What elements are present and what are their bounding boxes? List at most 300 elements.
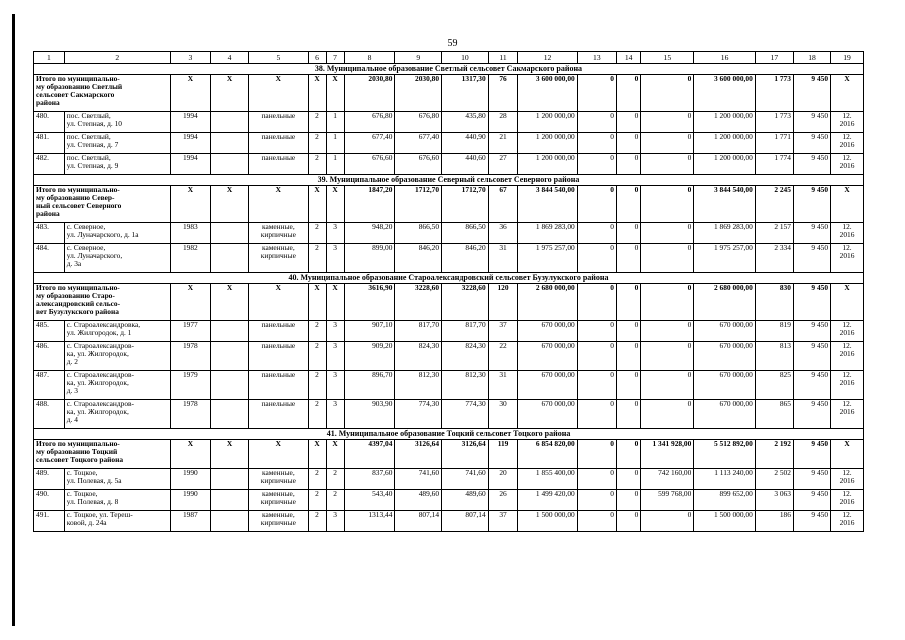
row-value: каменные, кирпичные — [249, 223, 308, 244]
total-value: X — [831, 75, 864, 112]
row-value: 0 — [641, 223, 694, 244]
row-value: 2 334 — [755, 244, 793, 273]
section-title-row — [34, 175, 864, 186]
row-value: 741,60 — [442, 469, 489, 490]
row-value: 670 000,00 — [694, 400, 755, 429]
row-value: 1 200 000,00 — [518, 112, 577, 133]
row-value: 1 773 — [755, 112, 793, 133]
row-value: 12. 2016 — [831, 342, 864, 371]
row-value: 28 — [488, 112, 518, 133]
total-value: X — [170, 186, 210, 223]
row-value: 3 — [326, 321, 344, 342]
row-value: 907,10 — [344, 321, 395, 342]
row-value: 1 975 257,00 — [694, 244, 755, 273]
row-value: 0 — [616, 490, 640, 511]
section-title: 40. Муниципальное образование Староалександровский сельсовет Бузулукского района — [34, 273, 864, 284]
total-value: 3 844 540,00 — [694, 186, 755, 223]
total-value: X — [211, 186, 249, 223]
row-value: 9 450 — [793, 321, 830, 342]
row-value — [211, 511, 249, 532]
total-value: X — [308, 186, 326, 223]
total-value: 0 — [577, 284, 616, 321]
row-value: 0 — [616, 244, 640, 273]
row-value: 824,30 — [442, 342, 489, 371]
row-value: 0 — [577, 321, 616, 342]
total-value: X — [326, 75, 344, 112]
row-value: панельные — [249, 154, 308, 175]
municipality-total-row — [34, 440, 864, 469]
row-value: каменные, кирпичные — [249, 511, 308, 532]
row-value: 1994 — [170, 154, 210, 175]
row-value: 0 — [577, 511, 616, 532]
column-number: 4 — [211, 52, 249, 64]
row-value: панельные — [249, 400, 308, 429]
row-value: 824,30 — [395, 342, 442, 371]
page-number: 59 — [447, 38, 458, 49]
row-number: 491. — [34, 511, 65, 532]
row-value: 0 — [577, 490, 616, 511]
row-value: 2 — [326, 469, 344, 490]
row-number: 482. — [34, 154, 65, 175]
address: с. Тоцкое, ул. Тереш- ковой, д. 24а — [64, 511, 170, 532]
total-value: 3228,60 — [442, 284, 489, 321]
total-label: Итого по муниципально- му образованию Старо- александровский сельсо- вет Бузулукского района — [34, 284, 171, 321]
row-value: 0 — [641, 112, 694, 133]
left-margin-bar — [12, 14, 15, 626]
row-value: 1 200 000,00 — [694, 112, 755, 133]
building-row — [34, 112, 864, 133]
total-value: X — [326, 186, 344, 223]
row-value — [211, 469, 249, 490]
total-value: 67 — [488, 186, 518, 223]
row-value: 12. 2016 — [831, 511, 864, 532]
total-value: 9 450 — [793, 284, 830, 321]
total-value: 0 — [641, 186, 694, 223]
row-value: 0 — [641, 244, 694, 273]
total-value: X — [831, 440, 864, 469]
row-value: 1 771 — [755, 133, 793, 154]
row-value: 0 — [641, 371, 694, 400]
row-value: 1978 — [170, 400, 210, 429]
row-value: 1 — [326, 154, 344, 175]
row-value: 9 450 — [793, 469, 830, 490]
total-value: 2030,80 — [395, 75, 442, 112]
row-value: 1 113 240,00 — [694, 469, 755, 490]
total-value: X — [308, 75, 326, 112]
row-value: 1 869 283,00 — [694, 223, 755, 244]
row-value: 899,00 — [344, 244, 395, 273]
row-value: 0 — [616, 400, 640, 429]
row-value: 440,60 — [442, 154, 489, 175]
column-number: 6 — [308, 52, 326, 64]
total-value: 119 — [488, 440, 518, 469]
total-value: X — [308, 440, 326, 469]
row-value: 2 — [308, 223, 326, 244]
row-value: 0 — [616, 342, 640, 371]
column-number: 8 — [344, 52, 395, 64]
column-number: 11 — [488, 52, 518, 64]
row-number: 490. — [34, 490, 65, 511]
row-value: 12. 2016 — [831, 400, 864, 429]
total-value: 2 680 000,00 — [518, 284, 577, 321]
total-value: 1847,20 — [344, 186, 395, 223]
address: с. Тоцкое, ул. Полевая, д. 5а — [64, 469, 170, 490]
column-number: 13 — [577, 52, 616, 64]
row-value: 0 — [577, 371, 616, 400]
row-value: 12. 2016 — [831, 469, 864, 490]
total-value: 2 680 000,00 — [694, 284, 755, 321]
total-value: 1712,70 — [442, 186, 489, 223]
row-value: 817,70 — [395, 321, 442, 342]
address: пос. Светлый, ул. Степная, д. 10 — [64, 112, 170, 133]
total-value: 0 — [577, 186, 616, 223]
column-number-row — [34, 52, 864, 64]
row-value: 812,30 — [442, 371, 489, 400]
row-value: 1 200 000,00 — [694, 133, 755, 154]
row-value: 2 — [308, 400, 326, 429]
row-value: 676,80 — [395, 112, 442, 133]
row-value: 825 — [755, 371, 793, 400]
row-value — [211, 400, 249, 429]
row-value: 1 499 420,00 — [518, 490, 577, 511]
total-value: 0 — [616, 75, 640, 112]
row-value: 0 — [641, 400, 694, 429]
row-value: панельные — [249, 321, 308, 342]
row-value: 813 — [755, 342, 793, 371]
row-value: 896,70 — [344, 371, 395, 400]
total-value: 0 — [641, 75, 694, 112]
row-number: 485. — [34, 321, 65, 342]
row-value: 0 — [577, 133, 616, 154]
building-row — [34, 469, 864, 490]
row-value: 0 — [616, 371, 640, 400]
section-title-row — [34, 64, 864, 75]
column-number: 19 — [831, 52, 864, 64]
total-value: 2 192 — [755, 440, 793, 469]
row-value: 12. 2016 — [831, 321, 864, 342]
row-value: 0 — [641, 321, 694, 342]
row-value: 0 — [577, 223, 616, 244]
row-value: 9 450 — [793, 154, 830, 175]
row-value: 0 — [616, 469, 640, 490]
column-number: 7 — [326, 52, 344, 64]
row-value: 12. 2016 — [831, 244, 864, 273]
row-number: 483. — [34, 223, 65, 244]
total-value: X — [831, 284, 864, 321]
total-value: 3 600 000,00 — [694, 75, 755, 112]
row-value: 676,60 — [395, 154, 442, 175]
row-value: 1 — [326, 133, 344, 154]
row-value — [211, 490, 249, 511]
total-value: 1 773 — [755, 75, 793, 112]
row-value: 774,30 — [395, 400, 442, 429]
row-number: 484. — [34, 244, 65, 273]
row-value: 1313,44 — [344, 511, 395, 532]
row-value: 30 — [488, 400, 518, 429]
municipality-total-row — [34, 75, 864, 112]
column-number: 17 — [755, 52, 793, 64]
row-value: 1990 — [170, 469, 210, 490]
row-value: 12. 2016 — [831, 112, 864, 133]
row-value: 2 — [308, 342, 326, 371]
total-value: 830 — [755, 284, 793, 321]
row-value: 1 855 400,00 — [518, 469, 577, 490]
row-value: 1 200 000,00 — [694, 154, 755, 175]
row-value: 186 — [755, 511, 793, 532]
row-value: каменные, кирпичные — [249, 469, 308, 490]
total-value: X — [249, 75, 308, 112]
row-value: панельные — [249, 342, 308, 371]
total-value: X — [831, 186, 864, 223]
row-value: панельные — [249, 371, 308, 400]
row-value: 677,40 — [344, 133, 395, 154]
row-value: панельные — [249, 133, 308, 154]
row-number: 480. — [34, 112, 65, 133]
row-value: 2 — [308, 244, 326, 273]
row-value: 1 774 — [755, 154, 793, 175]
row-value: 9 450 — [793, 112, 830, 133]
row-value: 2 — [308, 133, 326, 154]
column-number: 1 — [34, 52, 65, 64]
row-value: 866,50 — [442, 223, 489, 244]
column-number: 2 — [64, 52, 170, 64]
row-value: 31 — [488, 371, 518, 400]
total-value: 3 844 540,00 — [518, 186, 577, 223]
row-value: 677,40 — [395, 133, 442, 154]
municipality-total-row — [34, 284, 864, 321]
section-title: 39. Муниципальное образование Северный сельсовет Северного района — [34, 175, 864, 186]
row-value — [211, 112, 249, 133]
total-label: Итого по муниципально- му образованию Север- ный сельсовет Северного района — [34, 186, 171, 223]
row-value: 846,20 — [395, 244, 442, 273]
section-title: 41. Муниципальное образование Тоцкий сельсовет Тоцкого района — [34, 429, 864, 440]
row-value: 670 000,00 — [518, 400, 577, 429]
address: с. Староалександров- ка, ул. Жилгородок, д. 2 — [64, 342, 170, 371]
column-number: 5 — [249, 52, 308, 64]
address: с. Северное, ул. Луначарского, д. 1а — [64, 223, 170, 244]
row-value: 2 — [308, 469, 326, 490]
total-value: X — [326, 284, 344, 321]
total-value: X — [170, 75, 210, 112]
address: с. Староалександров- ка, ул. Жилгородок, д. 4 — [64, 400, 170, 429]
address: с. Староалександров- ка, ул. Жилгородок, д. 3 — [64, 371, 170, 400]
row-number: 488. — [34, 400, 65, 429]
row-value: 1983 — [170, 223, 210, 244]
row-value: панельные — [249, 112, 308, 133]
building-row — [34, 511, 864, 532]
row-value: 37 — [488, 321, 518, 342]
row-value: 865 — [755, 400, 793, 429]
row-value: 1 975 257,00 — [518, 244, 577, 273]
total-value: X — [170, 440, 210, 469]
address: с. Северное, ул. Луначарского, д. 3а — [64, 244, 170, 273]
row-value: 2 — [308, 112, 326, 133]
total-value: X — [249, 186, 308, 223]
row-value: 9 450 — [793, 511, 830, 532]
row-value: 1 — [326, 112, 344, 133]
row-value: 3 — [326, 400, 344, 429]
row-value: 37 — [488, 511, 518, 532]
total-value: 1317,30 — [442, 75, 489, 112]
total-value: X — [211, 440, 249, 469]
row-value: 670 000,00 — [518, 321, 577, 342]
building-row — [34, 154, 864, 175]
row-value: 1994 — [170, 112, 210, 133]
address: с. Староалександровка, ул. Жилгородок, д. 1 — [64, 321, 170, 342]
total-value: 1712,70 — [395, 186, 442, 223]
building-row — [34, 133, 864, 154]
column-number: 12 — [518, 52, 577, 64]
row-value: 12. 2016 — [831, 490, 864, 511]
total-value: 9 450 — [793, 440, 830, 469]
row-value: 1978 — [170, 342, 210, 371]
row-value: 676,60 — [344, 154, 395, 175]
row-value: 9 450 — [793, 371, 830, 400]
total-value: X — [211, 75, 249, 112]
row-value: 0 — [641, 133, 694, 154]
row-value: 846,20 — [442, 244, 489, 273]
row-value: 543,40 — [344, 490, 395, 511]
column-number: 9 — [395, 52, 442, 64]
row-value: 807,14 — [395, 511, 442, 532]
address: пос. Светлый, ул. Степная, д. 9 — [64, 154, 170, 175]
total-value: 3616,90 — [344, 284, 395, 321]
row-number: 487. — [34, 371, 65, 400]
total-value: 4397,04 — [344, 440, 395, 469]
total-value: X — [308, 284, 326, 321]
total-value: 3 600 000,00 — [518, 75, 577, 112]
total-value: 9 450 — [793, 75, 830, 112]
row-value: 1982 — [170, 244, 210, 273]
row-value: 899 652,00 — [694, 490, 755, 511]
row-value — [211, 244, 249, 273]
total-value: 1 341 928,00 — [641, 440, 694, 469]
row-value: 0 — [616, 154, 640, 175]
row-value: 599 768,00 — [641, 490, 694, 511]
row-value: 36 — [488, 223, 518, 244]
total-value: 3126,64 — [395, 440, 442, 469]
column-number: 3 — [170, 52, 210, 64]
row-value: 0 — [577, 469, 616, 490]
row-value: 774,30 — [442, 400, 489, 429]
row-value: 670 000,00 — [694, 342, 755, 371]
total-value: X — [249, 440, 308, 469]
total-value: 6 854 820,00 — [518, 440, 577, 469]
row-value: 26 — [488, 490, 518, 511]
row-value: 435,80 — [442, 112, 489, 133]
row-value: 0 — [616, 511, 640, 532]
column-number: 14 — [616, 52, 640, 64]
row-number: 481. — [34, 133, 65, 154]
row-value — [211, 133, 249, 154]
row-value: 0 — [641, 154, 694, 175]
row-value: 27 — [488, 154, 518, 175]
row-value: 2 — [308, 371, 326, 400]
row-value: 1 200 000,00 — [518, 154, 577, 175]
register-table — [33, 51, 864, 532]
total-value: X — [249, 284, 308, 321]
row-value: 9 450 — [793, 400, 830, 429]
column-number: 10 — [442, 52, 489, 64]
row-value: 0 — [577, 112, 616, 133]
building-row — [34, 371, 864, 400]
row-value: 0 — [641, 511, 694, 532]
row-value: 807,14 — [442, 511, 489, 532]
row-value: 9 450 — [793, 223, 830, 244]
row-value: 12. 2016 — [831, 133, 864, 154]
row-value: 948,20 — [344, 223, 395, 244]
row-value: 0 — [577, 244, 616, 273]
total-value: 0 — [616, 284, 640, 321]
row-value: 9 450 — [793, 244, 830, 273]
address: пос. Светлый, ул. Степная, д. 7 — [64, 133, 170, 154]
total-value: 0 — [577, 75, 616, 112]
row-value: 2 — [308, 490, 326, 511]
total-value: 5 512 892,00 — [694, 440, 755, 469]
row-value — [211, 342, 249, 371]
row-value: 1979 — [170, 371, 210, 400]
total-label: Итого по муниципально- му образованию Светлый сельсовет Сакмарского района — [34, 75, 171, 112]
total-label: Итого по муниципально- му образованию Тоцкий сельсовет Тоцкого района — [34, 440, 171, 469]
address: с. Тоцкое, ул. Полевая, д. 8 — [64, 490, 170, 511]
row-value: 866,50 — [395, 223, 442, 244]
section-title-row — [34, 429, 864, 440]
row-value: 742 160,00 — [641, 469, 694, 490]
row-value: 2 157 — [755, 223, 793, 244]
row-value: 2 — [308, 321, 326, 342]
row-value: каменные, кирпичные — [249, 244, 308, 273]
row-value: 2 502 — [755, 469, 793, 490]
row-value: 0 — [616, 112, 640, 133]
row-value: 1 500 000,00 — [694, 511, 755, 532]
row-value: 819 — [755, 321, 793, 342]
total-value: 0 — [577, 440, 616, 469]
building-row — [34, 321, 864, 342]
row-number: 489. — [34, 469, 65, 490]
total-value: 3126,64 — [442, 440, 489, 469]
row-value: 676,80 — [344, 112, 395, 133]
row-value: 3 — [326, 371, 344, 400]
building-row — [34, 244, 864, 273]
row-value: 1 500 000,00 — [518, 511, 577, 532]
column-number: 18 — [793, 52, 830, 64]
total-value: X — [326, 440, 344, 469]
row-value: 3 — [326, 342, 344, 371]
row-value: 741,60 — [395, 469, 442, 490]
column-number: 15 — [641, 52, 694, 64]
row-value: 440,90 — [442, 133, 489, 154]
total-value: 0 — [641, 284, 694, 321]
row-value: 0 — [616, 133, 640, 154]
total-value: 0 — [616, 440, 640, 469]
row-value: 12. 2016 — [831, 371, 864, 400]
row-value: 0 — [577, 342, 616, 371]
total-value: X — [211, 284, 249, 321]
row-value: 3 — [326, 511, 344, 532]
row-value: 2 — [326, 490, 344, 511]
row-value: 12. 2016 — [831, 154, 864, 175]
total-value: 0 — [616, 186, 640, 223]
total-value: 120 — [488, 284, 518, 321]
row-value: 1 869 283,00 — [518, 223, 577, 244]
row-value: 670 000,00 — [694, 371, 755, 400]
row-value: 1 200 000,00 — [518, 133, 577, 154]
row-value: 2 — [308, 511, 326, 532]
row-value: 489,60 — [442, 490, 489, 511]
row-value — [211, 371, 249, 400]
row-value: 0 — [616, 223, 640, 244]
row-value — [211, 223, 249, 244]
